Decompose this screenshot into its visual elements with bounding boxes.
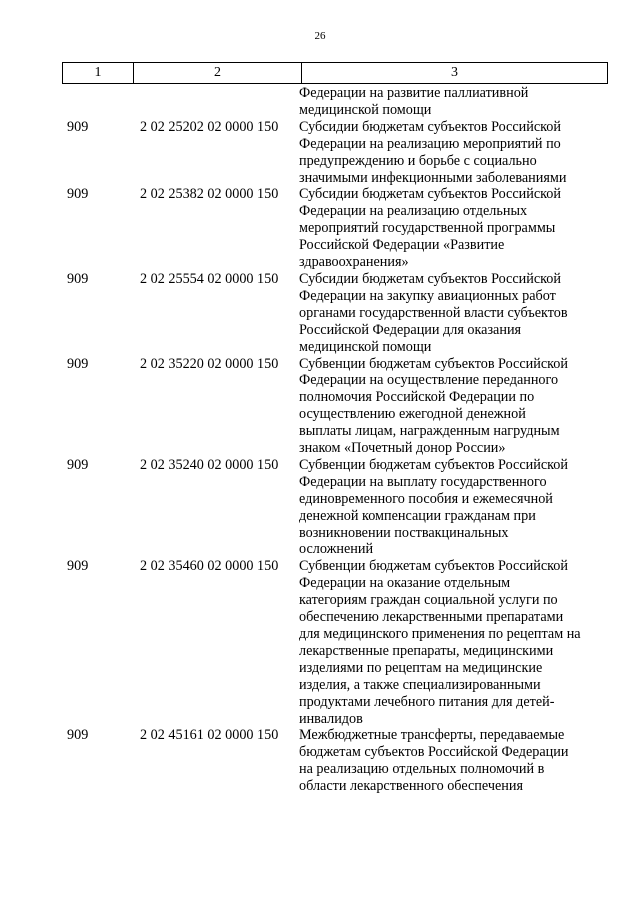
income-description: Субвенции бюджетам субъектов Российской Федерации на выплату государственного единовременного пособия и ежемесячной денежной компенсации гражданам при возникновении поствакцинальных осложнений — [299, 456, 568, 558]
budget-code: 2 02 25202 02 0000 150 — [140, 118, 279, 135]
admin-code: 909 — [67, 727, 89, 744]
table-row — [62, 457, 608, 558]
budget-code: 2 02 35460 02 0000 150 — [140, 558, 279, 575]
table-row — [62, 356, 608, 457]
budget-code: 2 02 35240 02 0000 150 — [140, 456, 279, 473]
budget-code: 2 02 25382 02 0000 150 — [140, 186, 279, 203]
income-description: Субсидии бюджетам субъектов Российской Федерации на реализацию отдельных мероприятий государственной программы Российской Федерации «Развитие здравоохранения» — [299, 186, 561, 271]
header-col-3: 3 — [302, 63, 608, 84]
budget-code: 2 02 45161 02 0000 150 — [140, 727, 279, 744]
budget-code: 2 02 35220 02 0000 150 — [140, 355, 279, 372]
table-row — [62, 119, 608, 187]
header-col-1: 1 — [63, 63, 134, 84]
admin-code — [62, 85, 135, 119]
budget-code — [135, 85, 299, 119]
budget-code: 2 02 25554 02 0000 150 — [140, 270, 279, 287]
admin-code: 909 — [67, 558, 89, 575]
admin-code: 909 — [67, 118, 89, 135]
table-row — [62, 186, 608, 271]
header-col-2: 2 — [134, 63, 302, 84]
income-description: Федерации на развитие паллиативной медицинской помощи — [299, 85, 529, 118]
table-row — [62, 271, 608, 356]
table-row — [62, 727, 608, 795]
income-description: Субвенции бюджетам субъектов Российской Федерации на осуществление переданного полномочия Российской Федерации по осуществлению ежегодной денежной выплаты лицам, награжденным нагрудным знаком «Почетный донор России» — [299, 355, 568, 457]
income-description: Субвенции бюджетам субъектов Российской Федерации на оказание отдельным категориям граждан социальной услуги по обеспечению лекарственными препаратами для медицинского применения по рецептам на лекарственные препараты, медицинскими изделиями по рецептам на медицинские изделия, а также специализированными продуктами лечебного питания для детей- инвалидов — [299, 558, 581, 727]
income-description: Субсидии бюджетам субъектов Российской Федерации на закупку авиационных работ органами государственной власти субъектов Российской Федерации для оказания медицинской помощи — [299, 270, 568, 355]
admin-code: 909 — [67, 456, 89, 473]
table-row — [62, 85, 608, 119]
admin-code: 909 — [67, 186, 89, 203]
table-row — [62, 558, 608, 727]
admin-code: 909 — [67, 270, 89, 287]
admin-code: 909 — [67, 355, 89, 372]
page-number: 26 — [314, 30, 326, 42]
income-description: Субсидии бюджетам субъектов Российской Федерации на реализацию мероприятий по предупреждению и борьбе с социально значимыми инфекционными заболеваниями — [299, 118, 567, 186]
table-header — [62, 62, 608, 84]
table-body — [62, 85, 608, 795]
income-description: Межбюджетные трансферты, передаваемые бюджетам субъектов Российской Федерации на реализацию отдельных полномочий в области лекарственного обеспечения — [299, 727, 569, 795]
